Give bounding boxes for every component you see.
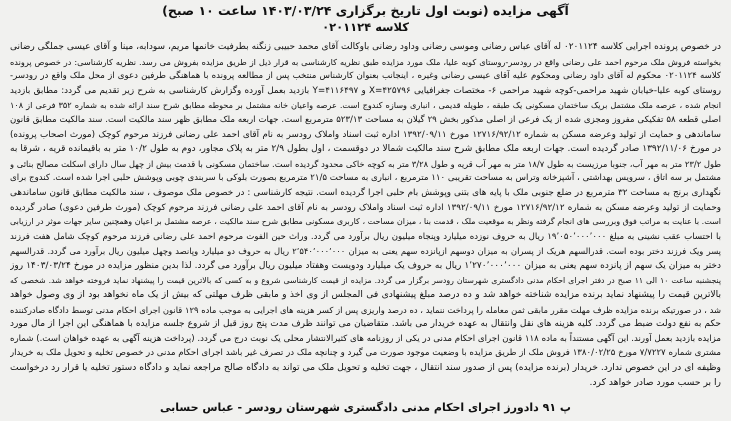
body-line: دختر به میزان یک سهم از پانزده سهم یعنی به میزان ۱٬۲۷۰٬۰۰۰٬۰۰۰ ریال به حروف یک میلیارد ودویست وهفتاد میلیون ریال برآورد می گردد. لذا بدین منظور مزایده در مورخ ۱۴۰۳/۰۳/۲۴ روز xyxy=(10,260,721,271)
body-line: حکم به نفع دولت ضبط می گردد. کلیه هزینه های نقل وانتقال به عهده خریدار می باشد. متقاضیان می توانند ظرف مدت پنج روز قبل از شروع جلسه مزایده با هماهنگی این اجرا از مال مورد xyxy=(10,319,721,330)
notice-body xyxy=(10,40,721,390)
body-line: اصلی قطعه ۵۸ تفکیکی مفروز ومجزی شده از یک فرعی از اصلی مذکور بخش ۲۹ گیلان به مساحت ۵۲۳/۱۳ مترمربع است. جهات اربعه ملک مطابق ظهر سند مالکیت است. سند مالکیت مطابق قانون xyxy=(10,114,721,125)
body-line: کلاسه ۰۲۰۱۱۲۴ محکوم له آقای داود رضانی ومحکوم علیه آقای عیسی رضانی وغیره ، اینجانب بعنوان کارشناس منتخب پس از مطالعه پرونده با هماهنگی طرفین دعوی از محل ملک واقع در رودسر- xyxy=(10,71,721,82)
body-line: بخواسته فروش ملک مرحوم احمد علی رضانی واقع در رودسر-روستای کوبه علیا، ملک مورد مزایده طبق نظریه کارشناسی به قرار ذیل از طریق مزایده بفروش می رسد. نظریه کارشناسی: در خصوص پرونده xyxy=(10,56,721,67)
body-line: است. با عنایت به مراتب فوق وبررسی های انجام گرفته ونظر به موقعیت ملک ، قدمت بنا ، میزان مساحت ، کاربری مسکونی مطابق شرح سند مالکیت ، عرصه مشتمل بر اعیان وهمچنین سایر جهات موثر در ارزیابی xyxy=(10,217,721,227)
body-line: مزایده بازدید بعمل آورند. این آگهی مستنداً به ماده ۱۱۸ قانون اجرای احکام مدنی در یکی از روزنامه های کثیرالانتشار محلی یک نوبت درج می گردد. (پرداخت هزینه آگهی به عهده خواهان است.) شماره xyxy=(10,333,721,344)
body-line: در مورخ ۱۳۹۲/۱۱/۰۶ صادر گردیده است. جهات اربعه ملک مطابق شرح سند مالکیت شمالا در دوقسمت ، اول بطول ۲/۹ متر به پلاک مجاور، دوم به طول ۱۰/۲ متر به باقیمانده قریه ، شرقا به xyxy=(10,144,721,155)
body-line: با احتساب عقب نشینی به مبلغ ۱۹٬۰۵۰٬۰۰۰٬۰۰۰ ریال به حروف نوزده میلیارد وپنجاه میلیون ریال برآورد می گردد. وراث حین الفوت مرحوم احمد علی رضانی فرزند مرحوم کوچک شامل هفت فرزند xyxy=(10,231,721,242)
body-line: روستای کوبه علیا-خیابان شهید مراحمی-کوچه شهید مراحمی ۶- مختصات جغرافیایی X=۴۲۵۷۹۶ و Y=۴۱۱۶۴۹۷ بازدید بعمل آورده وگزارش کارشناسی به شرح زیر تقدیم می گردد: مطابق بازدید xyxy=(10,85,721,96)
body-line: وظیفه ای در این خصوص ندارد. خریدار (برنده مزایده) پس از صدور سند انتقال ، جهت تخلیه و تحویل ملک می تواند به دادگاه صالح مراجعه نماید و دادگاه دستور تخلیه یا قرار رد درخواست xyxy=(10,362,721,374)
body-line: ساماندهی و حمایت از تولید وعرضه مسکن به شماره ۱۲۷۱۶/۹۲/۱۲ مورخ ۱۳۹۲/۰۹/۱۱ اداره ثبت اسناد واملاک رودسر به نام آقای احمد علی رضانی فرزند مرحوم کوچک (مورث اصحاب پرونده) xyxy=(10,129,721,140)
body-line: پسر ویک فرزند دختر بوده است. قدرالسهم هریک از پسران به میزان دوسهم ازپانزده سهم یعنی به میزان ۲٬۵۴۰٬۰۰۰٬۰۰۰ ریال به حروف دو میلیارد وپانصد وچهل میلیون ریال برآورد می گردد. قدرالسهم xyxy=(10,246,721,257)
body-line: پنجشنبه ساعت ۱۰ الی ۱۱ صبح در دفتر اجرای احکام مدنی دادگستری شهرستان رودسر برگزار می گردد. مزایده از قیمت کارشناسی شروع و به کسی که بالاترین قیمت را پیشنهاد نماید فروخته خواهد شد. شخصی که xyxy=(10,275,721,285)
notice-title: آگهی مزایده (نوبت اول تاریخ برگزاری ۱۴۰۳/۰۳/۲۴ ساعت ۱۰ صبح) xyxy=(162,3,569,18)
body-line: مشتری شماره ۷/۷۲۲۷ مورخ ۱۳۸۰/۰۲/۲۵ فروش ملک از طریق مزایده با وضعیت موجود صورت می گیرد و چنانچه ملک در تصرف غیر باشد اجرای احکام مدنی در خصوص تخلیه و تحویل ملک به خریدار xyxy=(10,348,721,359)
body-line: مشتمل بر سه اتاق ، سرویس بهداشتی ، آشپزخانه وتراس به مساحت تقریبی ۱۱۰ مترمربع ، انباری به مساحت ۲۱/۵ مترمربع بصورت بلوکی با سربندی چوبی وپوشش حلبی اجرا شده است. کندوج برای xyxy=(10,173,721,184)
body-line: انجام شده ، عرصه ملک مشتمل بریک ساختمان مسکونی یک طبقه ، طویله قدیمی ، انباری وسازه کندوج است. عرصه واعیان خانه مشتمل بر محوطه مطابق شرح سند ارائه شده به شماره ۳۵۲ فرعی از ۱۰۸ xyxy=(10,100,721,111)
body-line: نگهداری برنج به مساحت ۳۲ مترمربع در ضلع جنوبی ملک با پایه های بتنی وپوشش بام حلبی اجرا گردیده است. نتیجه کارشناسی : در خصوص ملک موصوف ، سند مالکیت مطابق قانون ساماندهی xyxy=(10,187,721,198)
signature-line: پ ۹۱ دادورز اجرای احکام مدنی دادگستری شهرستان رودسر - عباس حسابی xyxy=(160,401,571,414)
body-line: در خصوص پرونده اجرایی کلاسه ۰۲۰۱۱۲۴ له آقای عباس رضانی وموسی رضانی وداود رضانی باوکالت آقای محمد حبیبی زنگنه بطرفیت خانمها مریم، سودابه، مینا و آقای عیسی جملگی رضانی xyxy=(10,42,721,52)
body-line: طول ۲۳/۲ متر به مهر آب، جنوبا مرزیست به طول ۱۸/۷ متر به مهر آب قریه و طول ۳/۲۸ متر به کوچه خاکی محدود گردیده است. ساختمان مسکونی با قدمت بیش از چهل سال دارای اسکلت مصالح بنائی و xyxy=(10,158,721,169)
body-line: بالاترین قیمت را پیشنهاد نماید برنده مزایده شناخته خواهد شد و ده درصد مبلغ پیشنهادی فی المجلس از وی اخذ و مابقی ظرف مهلتی که بیش از یک ماه نخواهد بود از وی وصول خواهد xyxy=(10,289,721,301)
body-line: وحمایت از تولید وعرضه مسکن به شماره ۱۲۷۱۶/۹۲/۱۲ مورخ ۱۳۹۲/۰۹/۱۱ اداره ثبت اسناد واملاک رودسر به نام آقای احمد علی رضانی فرزند مرحوم کوچک (مورث طرفین دعوی) صادر گردیده xyxy=(10,202,721,213)
body-line: شد ، در صورتیکه برنده مزایده ظرف مهلت مقرر مابقی ثمن معامله را پرداخت ننماید ، ده درصد واریزی پس از کسر هزینه های اجرایی به موجب ماده ۱۲۹ قانون اجرای احکام مدنی توسط دادگاه صادرکننده xyxy=(10,304,721,315)
body-line: را بر حسب مورد صادر خواهد کرد. xyxy=(589,376,721,388)
case-number: کلاسه ۰۲۰۱۱۲۴ xyxy=(322,20,409,34)
